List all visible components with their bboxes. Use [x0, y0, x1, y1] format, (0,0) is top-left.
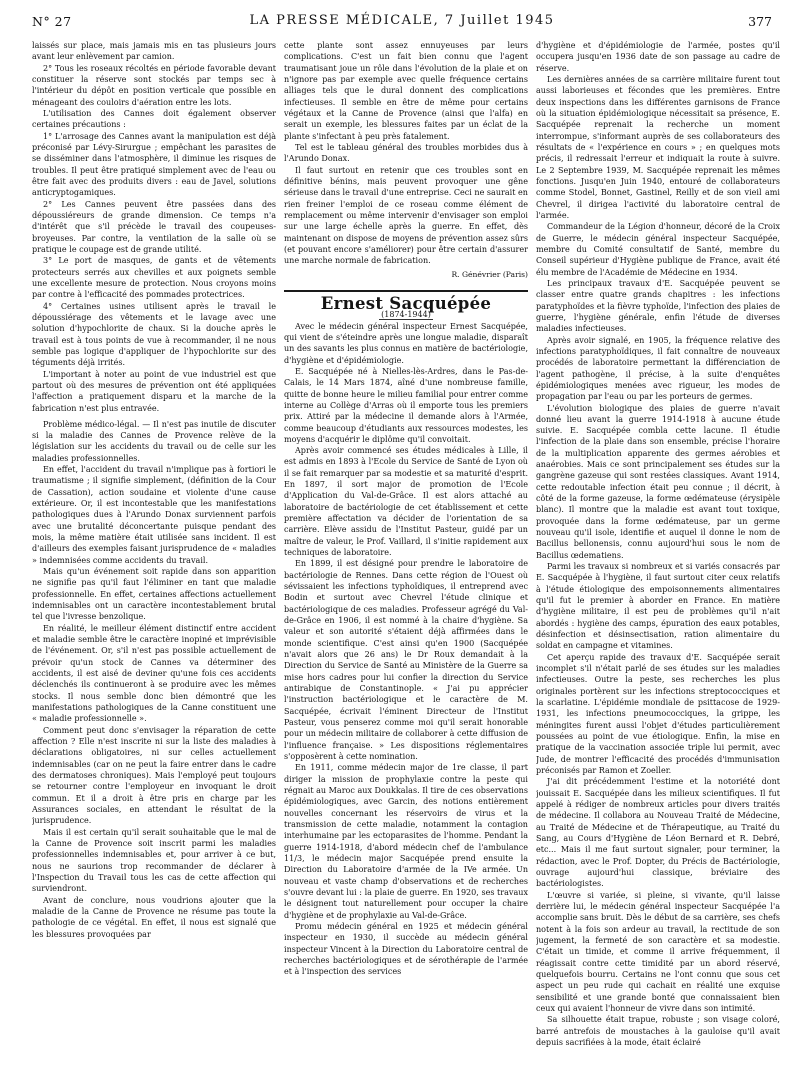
- obituary-title: Ernest Sacquépée: [320, 293, 492, 313]
- section-divider: [284, 290, 528, 292]
- paragraph: Comment peut donc s'envisager la réparation de cette affection ? Elle n'est inscrite ni sur la liste des maladies à déclarations obligatoires, ni sur celles actuellement indemnisables (car on ne peut la faire entrer dans le cadre des dermatoses chroniques). Mais l'employé peut toujours se retourner contre l'employeur en invoquant le droit commun. Et il a droit à être pris en charge par les Assurances sociales, en attendant le résultat de la jurisprudence.: [32, 725, 276, 826]
- paragraph: Mais qu'un événement soit rapide dans son apparition ne signifie pas qu'il faut l'éliminer en tant que maladie professionnelle. En effet, certaines affections actuellement indemnisables ont un caractère incontestablement brutal tel que l'ivresse benzolique.: [32, 567, 276, 622]
- paragraph: 2° Les Cannes peuvent être passées dans des dépoussiéreurs de grande dimension. Ce temps n'a d'intérêt que s'il précède le travail des coupeuses-broyeuses. Par contre, la ventilation de la salle où se pratique le coupage est de grande utilité.: [32, 199, 276, 254]
- paragraph: Après avoir commencé ses études médicales à Lille, il est admis en 1893 à l'Ecole du Service de Santé de Lyon où il se fait remarquer par sa modestie et sa maturité d'esprit. En 1897, il sort major de promotion de l'Ecole d'Application du Val-de-Grâce. Il est alors attaché au laboratoire de bactériologie de cet établissement et cette première affectation va décider de l'orientation de sa carrière. Elève assidu de l'Institut Pasteur, guidé par un maître de valeur, le Prof. Vaillard, il s'initie rapidement aux techniques de laboratoire.: [284, 446, 528, 558]
- paragraph: En 1899, il est désigné pour prendre le laboratoire de bactériologie de Rennes. Dans cette région de l'Ouest où sévissaient les infections typhoïdiques, il entreprend avec Bodin et surtout avec Chevrel l'étude clinique et bactériologique de ces maladies. Professeur agrégé du Val-de-Grâce en 1906, il est nommé à la chaire d'hygiène. Sa valeur et son autorité s'étaient déjà affirmées dans le monde scientifique. C'est ainsi qu'en 1900 (Sacquépée n'avait alors que 26 ans) le Dr Roux demandait à la Direction du Service de Santé au Ministère de la Guerre sa mise hors cadres pour lui confier la direction du Service antirabique de Constantinople. « J'ai pu apprécier l'instruction bactériologique et le caractère de M. Sacquépée, écrivait l'éminent Directeur de l'Institut Pasteur, vous penserez comme moi qu'il serait honorable pour un médecin militaire de collaborer à cette diffusion de l'influence française. » Les dispositions réglementaires s'opposèrent à cette nomination.: [284, 559, 528, 762]
- paragraph: E. Sacquépée né à Nielles-lès-Ardres, dans le Pas-de-Calais, le 14 Mars 1874, aîné d'une nombreuse famille, quitte de bonne heure le milieu familial pour entrer comme interne au Collège d'Arras où il emporte tous les premiers prix. Attiré par la médecine il demande alors à l'Armée, comme beaucoup d'étudiants aux ressources modestes, les moyens d'acquérir le diplôme qu'il convoitait.: [284, 366, 528, 444]
- paragraph: Il faut surtout en retenir que ces troubles sont en définitive bénins, mais peuvent provoquer une gêne sérieuse dans le travail d'une entreprise. Ceci ne saurait en rien freiner l'emploi de ce roseau comme élément de remplacement ou même intervenir d'envisager son emploi sur une large échelle après la guerre. En effet, dès maintenant on dispose de moyens de prévention assez sûrs (et pouvant encore s'améliorer) pour être certain d'assurer une marche normale de fabrication.: [284, 165, 528, 266]
- author-signature: R. Génévrier (Paris): [451, 269, 528, 279]
- paragraph: Sa silhouette était trapue, robuste ; son visage coloré, barré antrefois de moustaches à la gauloise qu'il avait depuis sacrifiées à la mode, était éclairé: [536, 1015, 780, 1047]
- paragraph: 4° Certaines usines utilisent après le travail le dépoussiérage des vêtements et le lavage avec une solution d'hypochlorite de chaux. Si la douche après le travail est à tous points de vue à recommander, il ne nous semble pas logique d'appliquer de l'hypochlorite sur des téguments déjà irrités.: [32, 301, 276, 368]
- paragraph: cette plante sont assez ennuyeuses par leurs complications. C'est un fait bien connu que l'agent traumatisant joue un rôle dans l'évolution de la plaie et on n'ignore pas par exemple avec quelle fréquence certains alliages tels que le dural donnent des complications infectieuses. Il semble en être de même pour certains végétaux et la Canne de Provence (ainsi que l'alfa) en serait un exemple, les blessures faites par un éclat de la plante s'infectant à peu près fatalement.: [284, 41, 528, 141]
- section-medico-legal: Problème médico-légal. — Il n'est pas inutile de discuter si la maladie des Cannes de Provence relève de la législation sur les accidents du travail ou de celle sur les maladies professionnelles.: [32, 419, 276, 463]
- paragraph: 1° L'arrosage des Cannes avant la manipulation est déjà préconisé par Lévy-Sirurgue ; empêchant les parasites de se disséminer dans l'atmosphère, il diminue les risques de troubles. Il peut être pratiqué simplement avec de l'eau ou être fait avec des produits divers : eau de Javel, solutions anticryptogamiques.: [32, 131, 276, 198]
- paragraph: Promu médecin général en 1925 et médecin général inspecteur en 1930, il succède au médecin général inspecteur Vincent à la Direction du Laboratoire central de recherches bactériologiques et de sérothérapie de l'armée et à l'inspection des services: [284, 921, 528, 977]
- issue-number: N° 27: [32, 14, 72, 29]
- paragraph: Avec le médecin général inspecteur Ernest Sacquépée, qui vient de s'éteindre après une longue maladie, disparaît un des savants les plus connus en matière de bactériologie, d'hygiène et d'épidémiologie.: [284, 321, 528, 365]
- paragraph: J'ai dit précédemment l'estime et la notoriété dont jouissait E. Sacquépée dans les milieux scientifiques. Il fut appelé à rédiger de nombreux articles pour divers traités de médecine. Il collabora au Nouveau Traité de Médecine, au Traité de Médecine et de Thérapeutique, au Traité du Sang, au Cours d'Hygiène de Léon Bernard et R. Debré, etc... Mais il me faut surtout signaler, pour terminer, la rédaction, avec le Prof. Dopter, du Précis de Bactériologie, ouvrage aujourd'hui classique, bréviaire des bactériologistes.: [536, 777, 780, 889]
- paragraph: Après avoir signalé, en 1905, la fréquence relative des infections paratyphoïdiques, il fait connaître de nouveaux procédés de laboratoire permettant la différenciation de l'agent pathogène, il précise, à la suite d'enquêtes épidémiologiques menées avec rigueur, les modes de propagation par l'eau ou par les porteurs de germes.: [536, 335, 780, 402]
- paragraph: Mais il est certain qu'il serait souhaitable que le mal de la Canne de Provence soit inscrit parmi les maladies professionnelles indemnisables et, pour arriver à ce but, nous ne saurions trop recommander de déclarer à l'Inspection du Travail tous les cas de cette affection qui surviendront.: [32, 827, 276, 894]
- column-middle: [284, 40, 528, 1070]
- page-header: [32, 10, 772, 36]
- paragraph: En effet, l'accident du travail n'implique pas à fortiori le traumatisme ; il signifie simplement, (définition de la Cour de Cassation), action soudaine et violente d'une cause extérieure. Or, il est incontestable que les manifestations pathologiques dues à l'Arundo Donax surviennent parfois avec une brutalité déconcertante puisque pendant des mois, la même matière était utilisée sans incident. Il est d'ailleurs des exemples faisant jurisprudence de « maladies » indemnisées comme accidents du travail.: [32, 465, 276, 565]
- column-left: [32, 40, 276, 1070]
- paragraph: 2° Tous les roseaux récoltés en période favorable devant constituer la réserve sont stockés par temps sec à l'intérieur du dépôt en position verticale que possible en ménageant des couloirs d'aération entre les lots.: [32, 63, 276, 107]
- paragraph: Parmi les travaux si nombreux et si variés consacrés par E. Sacquépée à l'hygiène, il faut surtout citer ceux relatifs à l'étude étiologique des empoisonnements alimentaires qu'il fut le premier à aborder en France. En matière d'hygiène militaire, il est peu de problèmes qu'il n'ait abordés : hygiène des camps, épuration des eaux potables, désinfection et désinsectisation, ration alimentaire du soldat en campagne et vitamines.: [536, 562, 780, 651]
- journal-title: LA PRESSE MÉDICALE, 7 Juillet 1945: [249, 13, 555, 28]
- paragraph: Les dernières années de sa carrière militaire furent tout aussi laborieuses et fécondes que les premières. Entre deux inspections dans les différentes garnisons de France où la situation épidémiologique nécessitait sa présence, E. Sacquépée reprenait la recherche un moment interrompue, s'informant auprès de ses collaborateurs des résultats de « l'expérience en cours » ; en quelques mots précis, il redressait l'erreur et indiquait la route à suivre. Le 2 Septembre 1939, M. Sacquépée reprenait les mêmes fonctions. Jusqu'en Juin 1940, entouré de collaborateurs comme Stodel, Bonnet, Gastinel, Reilly et de son vieil ami Chevrel, il dirigea l'activité du laboratoire central de l'armée.: [536, 74, 780, 220]
- paragraph: En 1911, comme médecin major de 1re classe, il part diriger la mission de prophylaxie contre la peste qui régnait au Maroc aux Doukkalas. Il tire de ces observations épidémiologiques, avec Garcin, des notions entièrement nouvelles concernant les réservoirs de virus et la transmission de cette maladie, notamment la contagion interhumaine par les ectoparasites de l'homme. Pendant la guerre 1914-1918, d'abord médecin chef de l'ambulance 11/3, le médecin major Sacquépée prend ensuite la Direction du Laboratoire d'armée de la IVe armée. Un nouveau et vaste champ d'observations et de recherches s'ouvre devant lui : la plaie de guerre. En 1920, ses travaux le désignent tout naturellement pour occuper la chaire d'hygiène et de prophylaxie au Val-de-Grâce.: [284, 763, 528, 920]
- paragraph: d'hygiène et d'épidémiologie de l'armée, postes qu'il occupera jusqu'en 1936 date de son passage au cadre de réserve.: [536, 41, 780, 73]
- paragraph: L'évolution biologique des plaies de guerre n'avait donné lieu avant la guerre 1914-1918 à aucune étude suivie. E. Sacquépée combla cette lacune. Il étudie l'infection de la plaie dans son ensemble, précise l'horaire de la multiplication apparente des germes aérobies et anaérobies. Mais ce sont principalement ses études sur la gangrène gazeuse qui sont restées classiques. Avant 1914, cette redoutable infection était peu connue ; il décrit, à côté de la forme gazeuse, la forme œdémateuse (érysipèle blanc). Il montre que la maladie est avant tout toxique, provoquée dans la forme œdémateuse, par un germe nouveau qu'il isole, identifie et auquel il donne le nom de Bacillus bellonensis, connu aujourd'hui sous le nom de Bacillus œdematiens.: [536, 403, 780, 560]
- paragraph: Cet aperçu rapide des travaux d'E. Sacquépée serait incomplet s'il n'était parlé de ses études sur les maladies infectieuses. Outre la peste, ses recherches les plus originales portèrent sur les infections streptococciques et la scarlatine. L'épidémie mondiale de psittacose de 1929-1931, les infections pneumococciques, la grippe, les méningites furent aussi l'objet d'études particulièrement poussées au point de vue étiologique. Enfin, la mise en pratique de la vaccination associée triple lui permit, avec Jude, de montrer l'efficacité des procédés d'immunisation préconisés par Ramon et Zoeller.: [536, 652, 780, 775]
- paragraph: Les principaux travaux d'E. Sacquépée peuvent se classer entre quatre grands chapitres : les infections paratyphoïdes et la fièvre typhoïde, l'infection des plaies de guerre, l'hygiène générale, enfin l'étude de diverses maladies infectieuses.: [536, 278, 780, 334]
- paragraph: L'œuvre si variée, si pleine, si vivante, qu'il laisse derrière lui, le médecin général inspecteur Sacquépée l'a accomplie sans bruit. Dès le début de sa carrière, ses chefs notent à la fois son ardeur au travail, la rectitude de son jugement, la fermeté de son caractère et sa modestie. C'était un timide, et comme il arrive fréquemment, il réagissait contre cette timidité par un abord réservé, quelquefois bourru. Certains ne l'ont connu que sous cet aspect un peu rude qui cachait en réalité une exquise sensibilité et une grande bonté que connaissaient bien ceux qui avaient l'honneur de vivre dans son intimité.: [536, 890, 780, 1013]
- column-right: [536, 40, 780, 1070]
- paragraph: 3° Le port de masques, de gants et de vêtements protecteurs serrés aux chevilles et aux poignets semble une excellente mesure de protection. Nous croyons moins par contre à l'efficacité des pommades protectrices.: [32, 256, 276, 300]
- paragraph: Commandeur de la Légion d'honneur, décoré de la Croix de Guerre, le médecin général inspecteur Sacquépée, membre du Comité consultatif de Santé, membre du Conseil supérieur d'Hygiène publique de France, avait été élu membre de l'Académie de Médecine en 1934.: [536, 222, 780, 277]
- paragraph: laissés sur place, mais jamais mis en tas plusieurs jours avant leur enlèvement par camion.: [32, 41, 276, 62]
- paragraph: Tel est le tableau général des troubles morbides dus à l'Arundo Donax.: [284, 142, 528, 164]
- paragraph: En réalité, le meilleur élément distinctif entre accident et maladie semble être le caractère inopiné et imprévisible de l'événement. Or, s'il n'est pas possible actuellement de prévoir qu'un stock de Cannes va déterminer des accidents, il est aisé de deviner qu'une fois ces accidents déclenchés ils continueront à se produire avec les mêmes stocks. Il nous semble donc bien démontré que les manifestations pathologiques de la Canne constituent une « maladie professionnelle ».: [32, 623, 276, 724]
- paragraph: L'important à noter au point de vue industriel est que partout où des mesures de prévention ont été appliquées l'affection a pratiquement disparu et la marche de la fabrication n'est plus entravée.: [32, 369, 276, 413]
- obituary-dates-text: (1874-1944): [381, 310, 431, 320]
- paragraph: L'utilisation des Cannes doit également observer certaines précautions :: [32, 108, 276, 130]
- paragraph: Avant de conclure, nous voudrions ajouter que la maladie de la Canne de Provence ne résume pas toute la pathologie de ce végétal. En effet, il nous est signalé que les blessures provoquées par: [32, 895, 276, 939]
- page-number: 377: [748, 14, 772, 29]
